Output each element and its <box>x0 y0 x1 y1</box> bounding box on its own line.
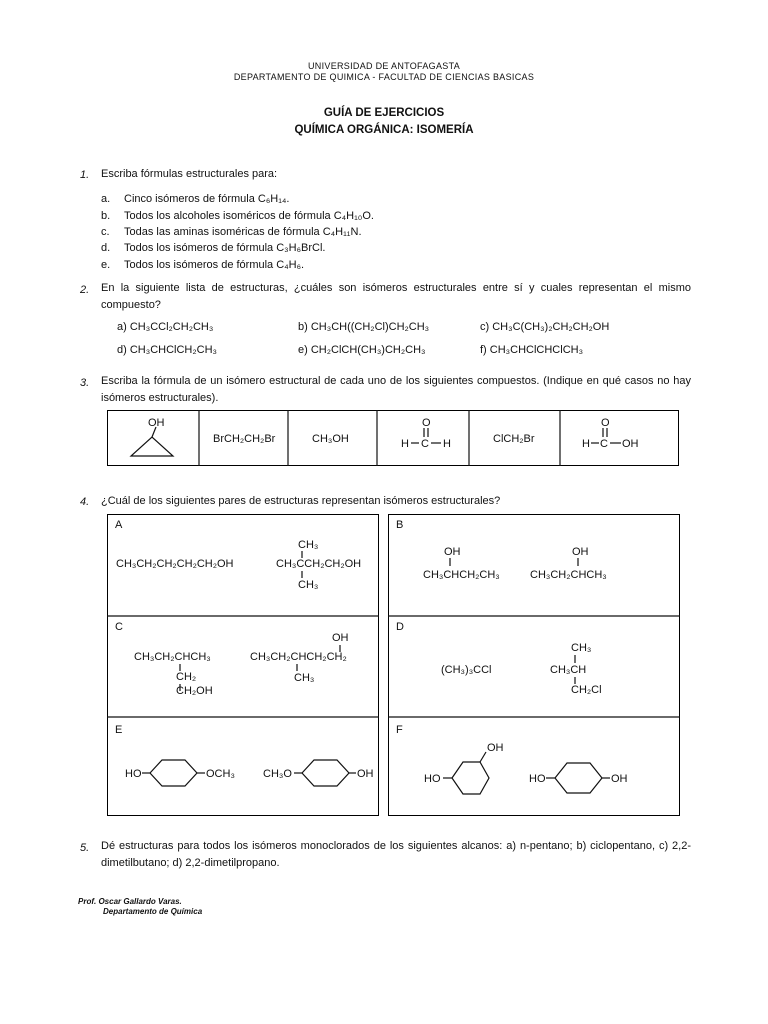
q1-item-letter: c. <box>101 226 110 238</box>
hydroxyl-label: OH <box>444 546 461 558</box>
methyl-group: CH₃ <box>298 579 319 591</box>
university-name: UNIVERSIDAD DE ANTOFAGASTA <box>308 61 460 71</box>
q1-item-text: Todas las aminas isoméricas de fórmula C₄H₁₁N. <box>124 226 362 238</box>
chloromethyl-group: CH₂Cl <box>571 684 602 696</box>
hydroxyl-label: OH <box>622 438 639 450</box>
q2-structure: b) CH₃CH((CH₂Cl)CH₂CH₃ <box>298 321 430 333</box>
panel-label-f: F <box>396 724 403 736</box>
cyclohexane-ring <box>452 762 489 794</box>
panel-label-e: E <box>115 724 123 736</box>
q3-text: Escriba la fórmula de un isómero estructural de cada uno de los siguientes compuestos. (Indique en qué casos no hay isómeros estructurales). <box>101 375 691 404</box>
guide-subtitle: QUÍMICA ORGÁNICA: ISOMERÍA <box>294 124 474 136</box>
q2-number: 2. <box>80 284 90 296</box>
department-name: DEPARTAMENTO DE QUIMICA - FACULTAD DE CIENCIAS BASICAS <box>233 72 535 82</box>
isopropyl-formula: CH₃CH <box>550 664 587 676</box>
panel-label-b: B <box>396 519 404 531</box>
q4-text: ¿Cuál de los siguientes pares de estructuras representan isómeros estructurales? <box>101 495 501 507</box>
methyl-group: CH₃ <box>294 672 315 684</box>
hydroxyl-label: OH <box>487 742 504 754</box>
methoxy-label: CH₃O <box>263 768 292 780</box>
q1-item-text: Todos los isómeros de fórmula C₄H₆. <box>124 259 305 271</box>
q2-structure: c) CH₃C(CH₃)₂CH₂CH₂OH <box>480 321 610 333</box>
hydroxymethyl-group: CH₂OH <box>176 685 213 697</box>
methyl-group: CH₃ <box>298 539 319 551</box>
hydroxyl-label: OH <box>357 768 374 780</box>
q2-structure: e) CH₂ClCH(CH₃)CH₂CH₃ <box>298 344 426 356</box>
author-signature: Prof. Oscar Gallardo Varas. <box>78 897 182 906</box>
oxygen-label: O <box>601 417 610 429</box>
oxygen-label: O <box>422 417 431 429</box>
methyl-group: CH₃ <box>571 642 592 654</box>
methanol-formula: CH₃OH <box>312 433 349 445</box>
hydrogen-label: H <box>401 438 409 450</box>
hydroxyl-label: OH <box>148 417 165 429</box>
q1-item-letter: d. <box>101 242 111 254</box>
cyclohexane-ring <box>302 760 349 786</box>
q4-number: 4. <box>80 496 90 508</box>
q5-text: Dé estructuras para todos los isómeros monoclorados de los siguientes alcanos: a) n-pentano; b) ciclopentano, c) 2,2-dimetilbutano; d) 2,2-dimetilpropano. <box>101 840 691 869</box>
tert-butyl-chloride-formula: (CH₃)₃CCl <box>441 664 492 676</box>
dibromoethane-formula: BrCH₂CH₂Br <box>213 433 276 445</box>
guide-title: GUÍA DE EJERCICIOS <box>323 107 445 119</box>
q5-number: 5. <box>80 842 90 854</box>
panel-label-d: D <box>396 621 404 633</box>
q1-item-text: Todos los isómeros de fórmula C₃H₆BrCl. <box>124 242 326 254</box>
chlorobromomethane-formula: ClCH₂Br <box>493 433 535 445</box>
branched-chain-formula: CH₃CH₂CHCH₂CH₂ <box>250 651 347 663</box>
q3-number: 3. <box>80 377 90 389</box>
butanol-formula: CH₃CHCH₂CH₃ <box>423 569 500 581</box>
hydroxyl-label: OH <box>572 546 589 558</box>
q1-number: 1. <box>80 169 90 181</box>
cyclohexane-ring <box>555 763 602 793</box>
hydroxyl-label: HO <box>424 773 441 785</box>
butanol-formula: CH₃CH₂CHCH₃ <box>530 569 607 581</box>
hydroxyl-label: OH <box>611 773 628 785</box>
q1-item-letter: a. <box>101 193 111 205</box>
q2-structure: d) CH₃CHClCH₂CH₃ <box>117 344 218 356</box>
pentanol-formula: CH₃CH₂CH₂CH₂CH₂OH <box>116 558 234 570</box>
carbon-label: C <box>600 438 608 450</box>
methoxy-label: OCH₃ <box>206 768 235 780</box>
q2-structure: f) CH₃CHClCHClCH₃ <box>480 344 584 356</box>
q2-structure: a) CH₃CCl₂CH₂CH₃ <box>117 321 214 333</box>
cyclohexane-ring <box>150 760 197 786</box>
methylene-group: CH₂ <box>176 671 197 683</box>
carbon-label: C <box>421 438 429 450</box>
hydrogen-label: H <box>582 438 590 450</box>
hydroxyl-label: OH <box>332 632 349 644</box>
q1-text: Escriba fórmulas estructurales para: <box>101 168 278 180</box>
q1-item-letter: b. <box>101 210 111 222</box>
q2-text: En la siguiente lista de estructuras, ¿cuáles son isómeros estructurales entre sí y cuales representan el mismo compuesto? <box>101 282 691 311</box>
branched-alcohol-formula: CH₃CCH₂CH₂OH <box>276 558 362 570</box>
q1-item-letter: e. <box>101 259 111 271</box>
q1-item-text: Cinco isómeros de fórmula C₆H₁₄. <box>124 193 290 205</box>
q1-item-text: Todos los alcoholes isoméricos de fórmula C₄H₁₀O. <box>124 210 374 222</box>
bond-line <box>480 752 486 762</box>
hydrogen-label: H <box>443 438 451 450</box>
panel-label-a: A <box>115 519 123 531</box>
author-department: Departamento de Química <box>103 907 203 916</box>
hydroxyl-label: HO <box>529 773 546 785</box>
hydroxyl-label: HO <box>125 768 142 780</box>
panel-label-c: C <box>115 621 123 633</box>
branched-chain-formula: CH₃CH₂CHCH₃ <box>134 651 211 663</box>
